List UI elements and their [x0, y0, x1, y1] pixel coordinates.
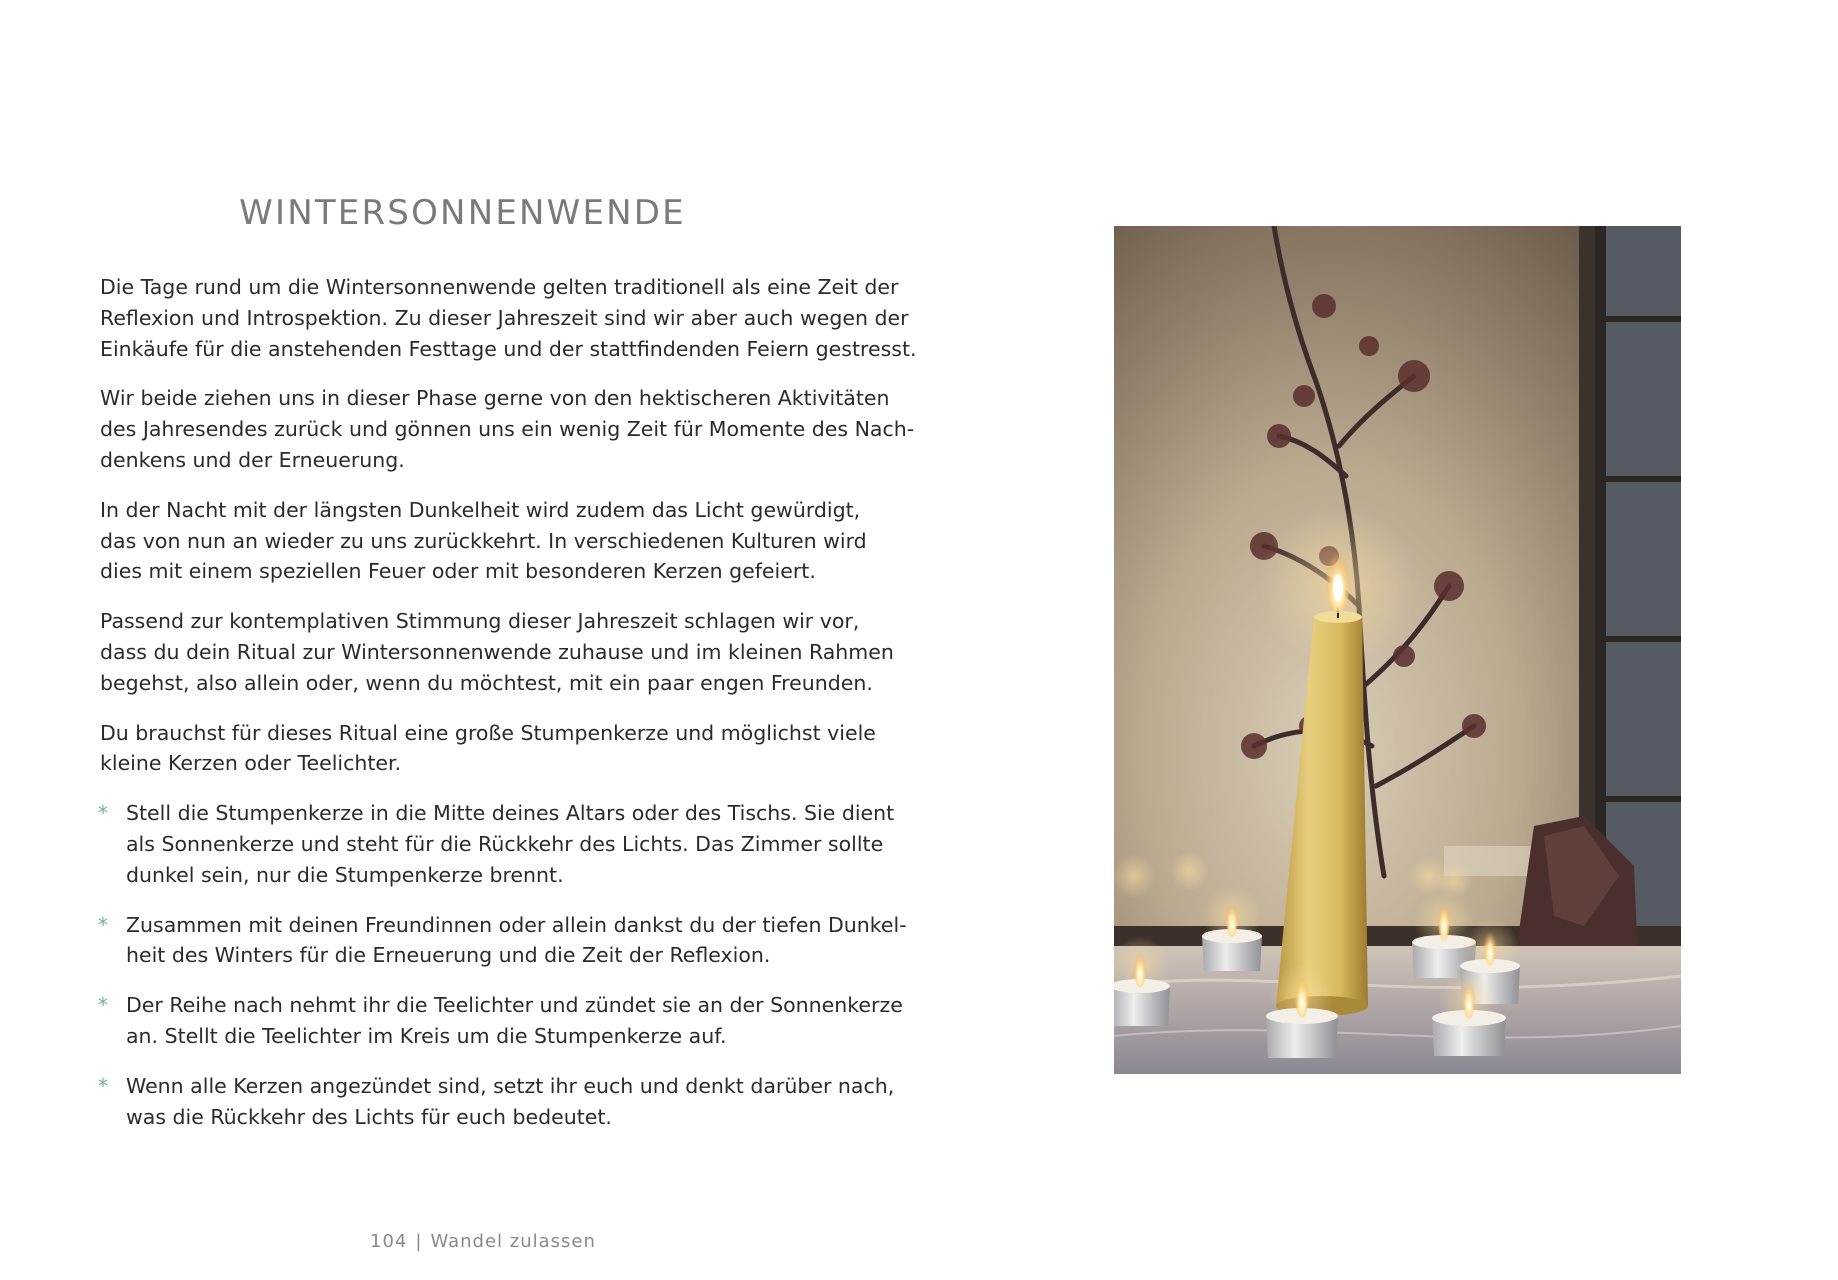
text-line: dass du dein Ritual zur Wintersonnenwende zuhause und im kleinen Rahmen: [100, 639, 894, 664]
text-line: Die Tage rund um die Wintersonnenwende gelten traditionell als eine Zeit der: [100, 275, 899, 299]
paragraph: [100, 272, 917, 364]
list-item: [98, 910, 907, 972]
page-number: 104: [370, 1231, 408, 1252]
text-line: das von nun an wieder zu uns zurückkehrt. In verschiedenen Kulturen wird: [100, 528, 867, 553]
text-line: denkens und der Erneuerung.: [100, 447, 405, 472]
text-line: In der Nacht mit der längsten Dunkelheit wird zudem das Licht gewürdigt,: [100, 497, 861, 522]
list-item: [98, 1071, 895, 1133]
page-title: WINTERSONNENWENDE: [239, 193, 686, 233]
text-line: Reflexion und Introspektion. Zu dieser Jahreszeit sind wir aber auch wegen der: [100, 305, 909, 330]
text-line: Der Reihe nach nehmt ihr die Teelichter und zündet sie an der Sonnenkerze: [126, 993, 903, 1018]
asterisk-bullet-icon: *: [98, 993, 108, 1018]
text-line: an. Stellt die Teelichter im Kreis um die Stumpenkerze auf.: [126, 1023, 727, 1048]
text-line: Einkäufe für die anstehenden Festtage und der stattfindenden Feiern gestresst.: [100, 336, 917, 361]
text-line: Wir beide ziehen uns in dieser Phase gerne von den hektischeren Aktivitäten: [100, 386, 890, 411]
text-line: Passend zur kontemplativen Stimmung dieser Jahreszeit schlagen wir vor,: [100, 609, 860, 634]
paragraph: [100, 606, 894, 698]
asterisk-bullet-icon: *: [98, 801, 108, 826]
text-line: begehst, also allein oder, wenn du möchtest, mit ein paar engen Freunden.: [100, 670, 873, 695]
paragraph: [100, 383, 915, 475]
ritual-steps-list: [98, 798, 907, 1132]
text-line: Stell die Stumpenkerze in die Mitte deines Altars oder des Tischs. Sie dient: [126, 801, 895, 826]
candles-photo: [1114, 226, 1681, 1074]
text-line: Du brauchst für dieses Ritual eine große Stumpenkerze und möglichst viele: [100, 720, 876, 745]
text-line: kleine Kerzen oder Teelichter.: [100, 751, 402, 776]
text-line: heit des Winters für die Erneuerung und die Zeit der Reflexion.: [126, 943, 771, 968]
text-line: des Jahresendes zurück und gönnen uns ein wenig Zeit für Momente des Nach-: [100, 417, 915, 442]
text-line: Wenn alle Kerzen angezündet sind, setzt ihr euch und denkt darüber nach,: [126, 1073, 895, 1098]
chapter-title: Wandel zulassen: [430, 1231, 596, 1252]
text-line: was die Rückkehr des Lichts für euch bedeutet.: [126, 1104, 612, 1129]
text-line: dunkel sein, nur die Stumpenkerze brennt.: [126, 862, 564, 887]
page-footer: [370, 1231, 596, 1252]
asterisk-bullet-icon: *: [98, 1073, 108, 1098]
list-item: [98, 990, 903, 1052]
text-line: Zusammen mit deinen Freundinnen oder allein dankst du der tiefen Dunkel-: [126, 912, 907, 937]
text-line: dies mit einem speziellen Feuer oder mit besonderen Kerzen gefeiert.: [100, 559, 816, 584]
text-line: als Sonnenkerze und steht für die Rückkehr des Lichts. Das Zimmer sollte: [126, 831, 884, 856]
asterisk-bullet-icon: *: [98, 912, 108, 937]
list-item: [98, 798, 895, 890]
body-text: [98, 272, 917, 1151]
paragraph: [100, 718, 876, 780]
paragraph: [100, 495, 867, 587]
footer-separator: |: [415, 1231, 423, 1252]
